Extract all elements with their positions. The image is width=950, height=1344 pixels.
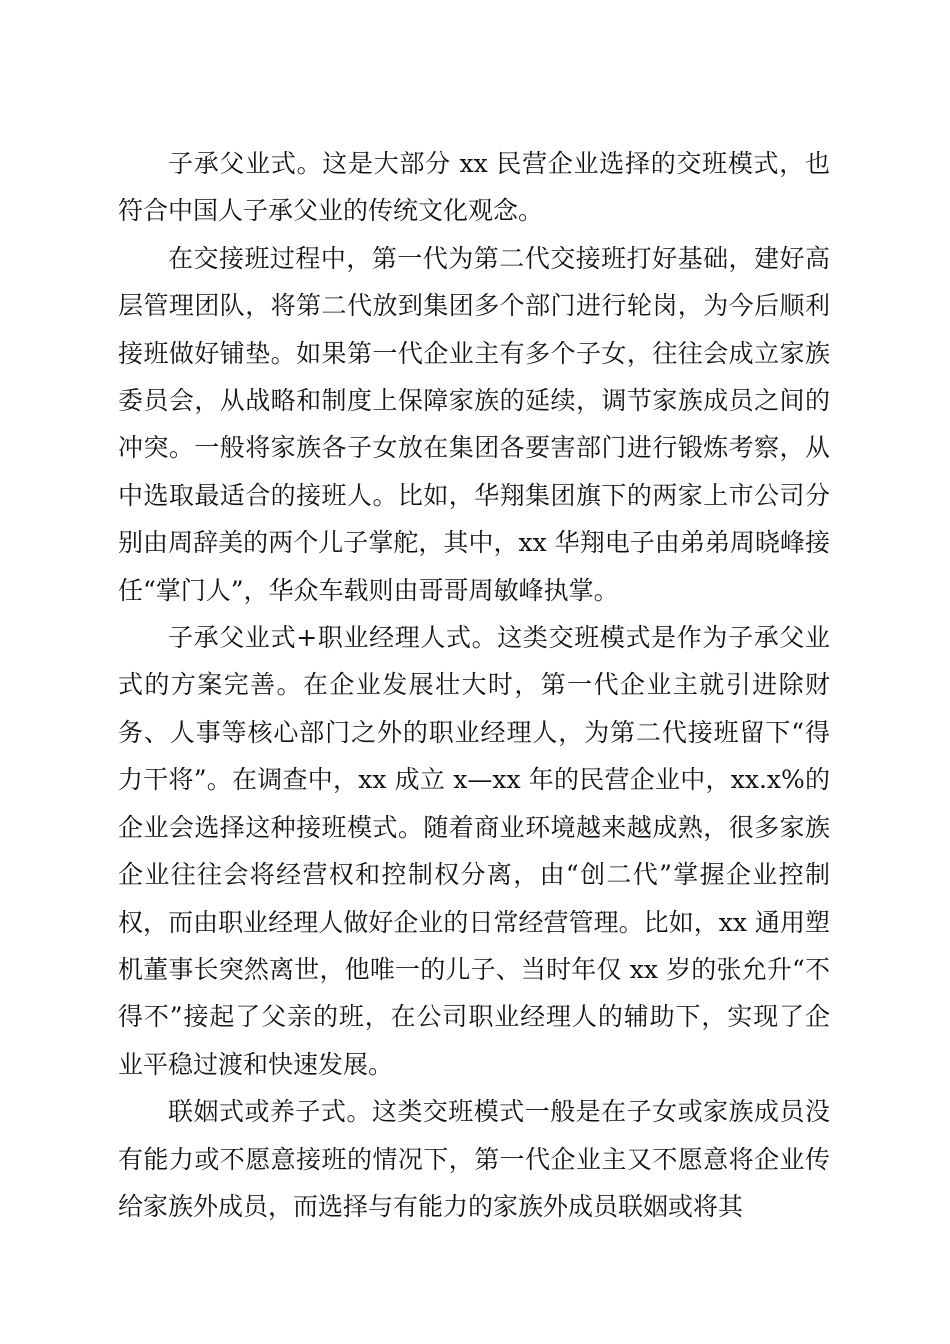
paragraph-marriage-adoption-model: 联姻式或养子式。这类交班模式一般是在子女或家族成员没有能力或不愿意接班的情况下，第一代企业主又不愿意将企业传给家族外成员，而选择与有能力的家族外成员联姻或将其 xyxy=(118,1097,830,1221)
paragraph-father-son-succession: 子承父业式。这是大部分 xx 民营企业选择的交班模式，也符合中国人子承父业的传统文化观念。 xyxy=(118,149,830,226)
paragraph-professional-manager-model: 子承父业式+职业经理人式。这类交班模式是作为子承父业式的方案完善。在企业发展壮大时，第一代企业主就引进除财务、人事等核心部门之外的职业经理人，为第二代接班留下“得力干将”。在调查中，xx 成立 x—xx 年的民营企业中，xx.x%的企业会选择这种接班模式。随着商业环境越来越成熟，很多家族企业往往会将经营权和控制权分离，由“创二代”掌握企业控制权，而由职业经理人做好企业的日常经营管理。比如，xx 通用塑机董事长突然离世，他唯一的儿子、当时年仅 xx 岁的张允升“不得不”接起了父亲的班，在公司职业经理人的辅助下，实现了企业平稳过渡和快速发展。 xyxy=(118,623,830,1079)
document-body xyxy=(118,140,830,1230)
paragraph-handover-process: 在交接班过程中，第一代为第二代交接班打好基础，建好高层管理团队，将第二代放到集团多个部门进行轮岗，为今后顺利接班做好铺垫。如果第一代企业主有多个子女，往往会成立家族委员会，从战略和制度上保障家族的延续，调节家族成员之间的冲突。一般将家族各子女放在集团各要害部门进行锻炼考察，从中选取最适合的接班人。比如，华翔集团旗下的两家上市公司分别由周辞美的两个儿子掌舵，其中，xx 华翔电子由弟弟周晓峰接任“掌门人”，华众车载则由哥哥周敏峰执掌。 xyxy=(118,243,830,605)
